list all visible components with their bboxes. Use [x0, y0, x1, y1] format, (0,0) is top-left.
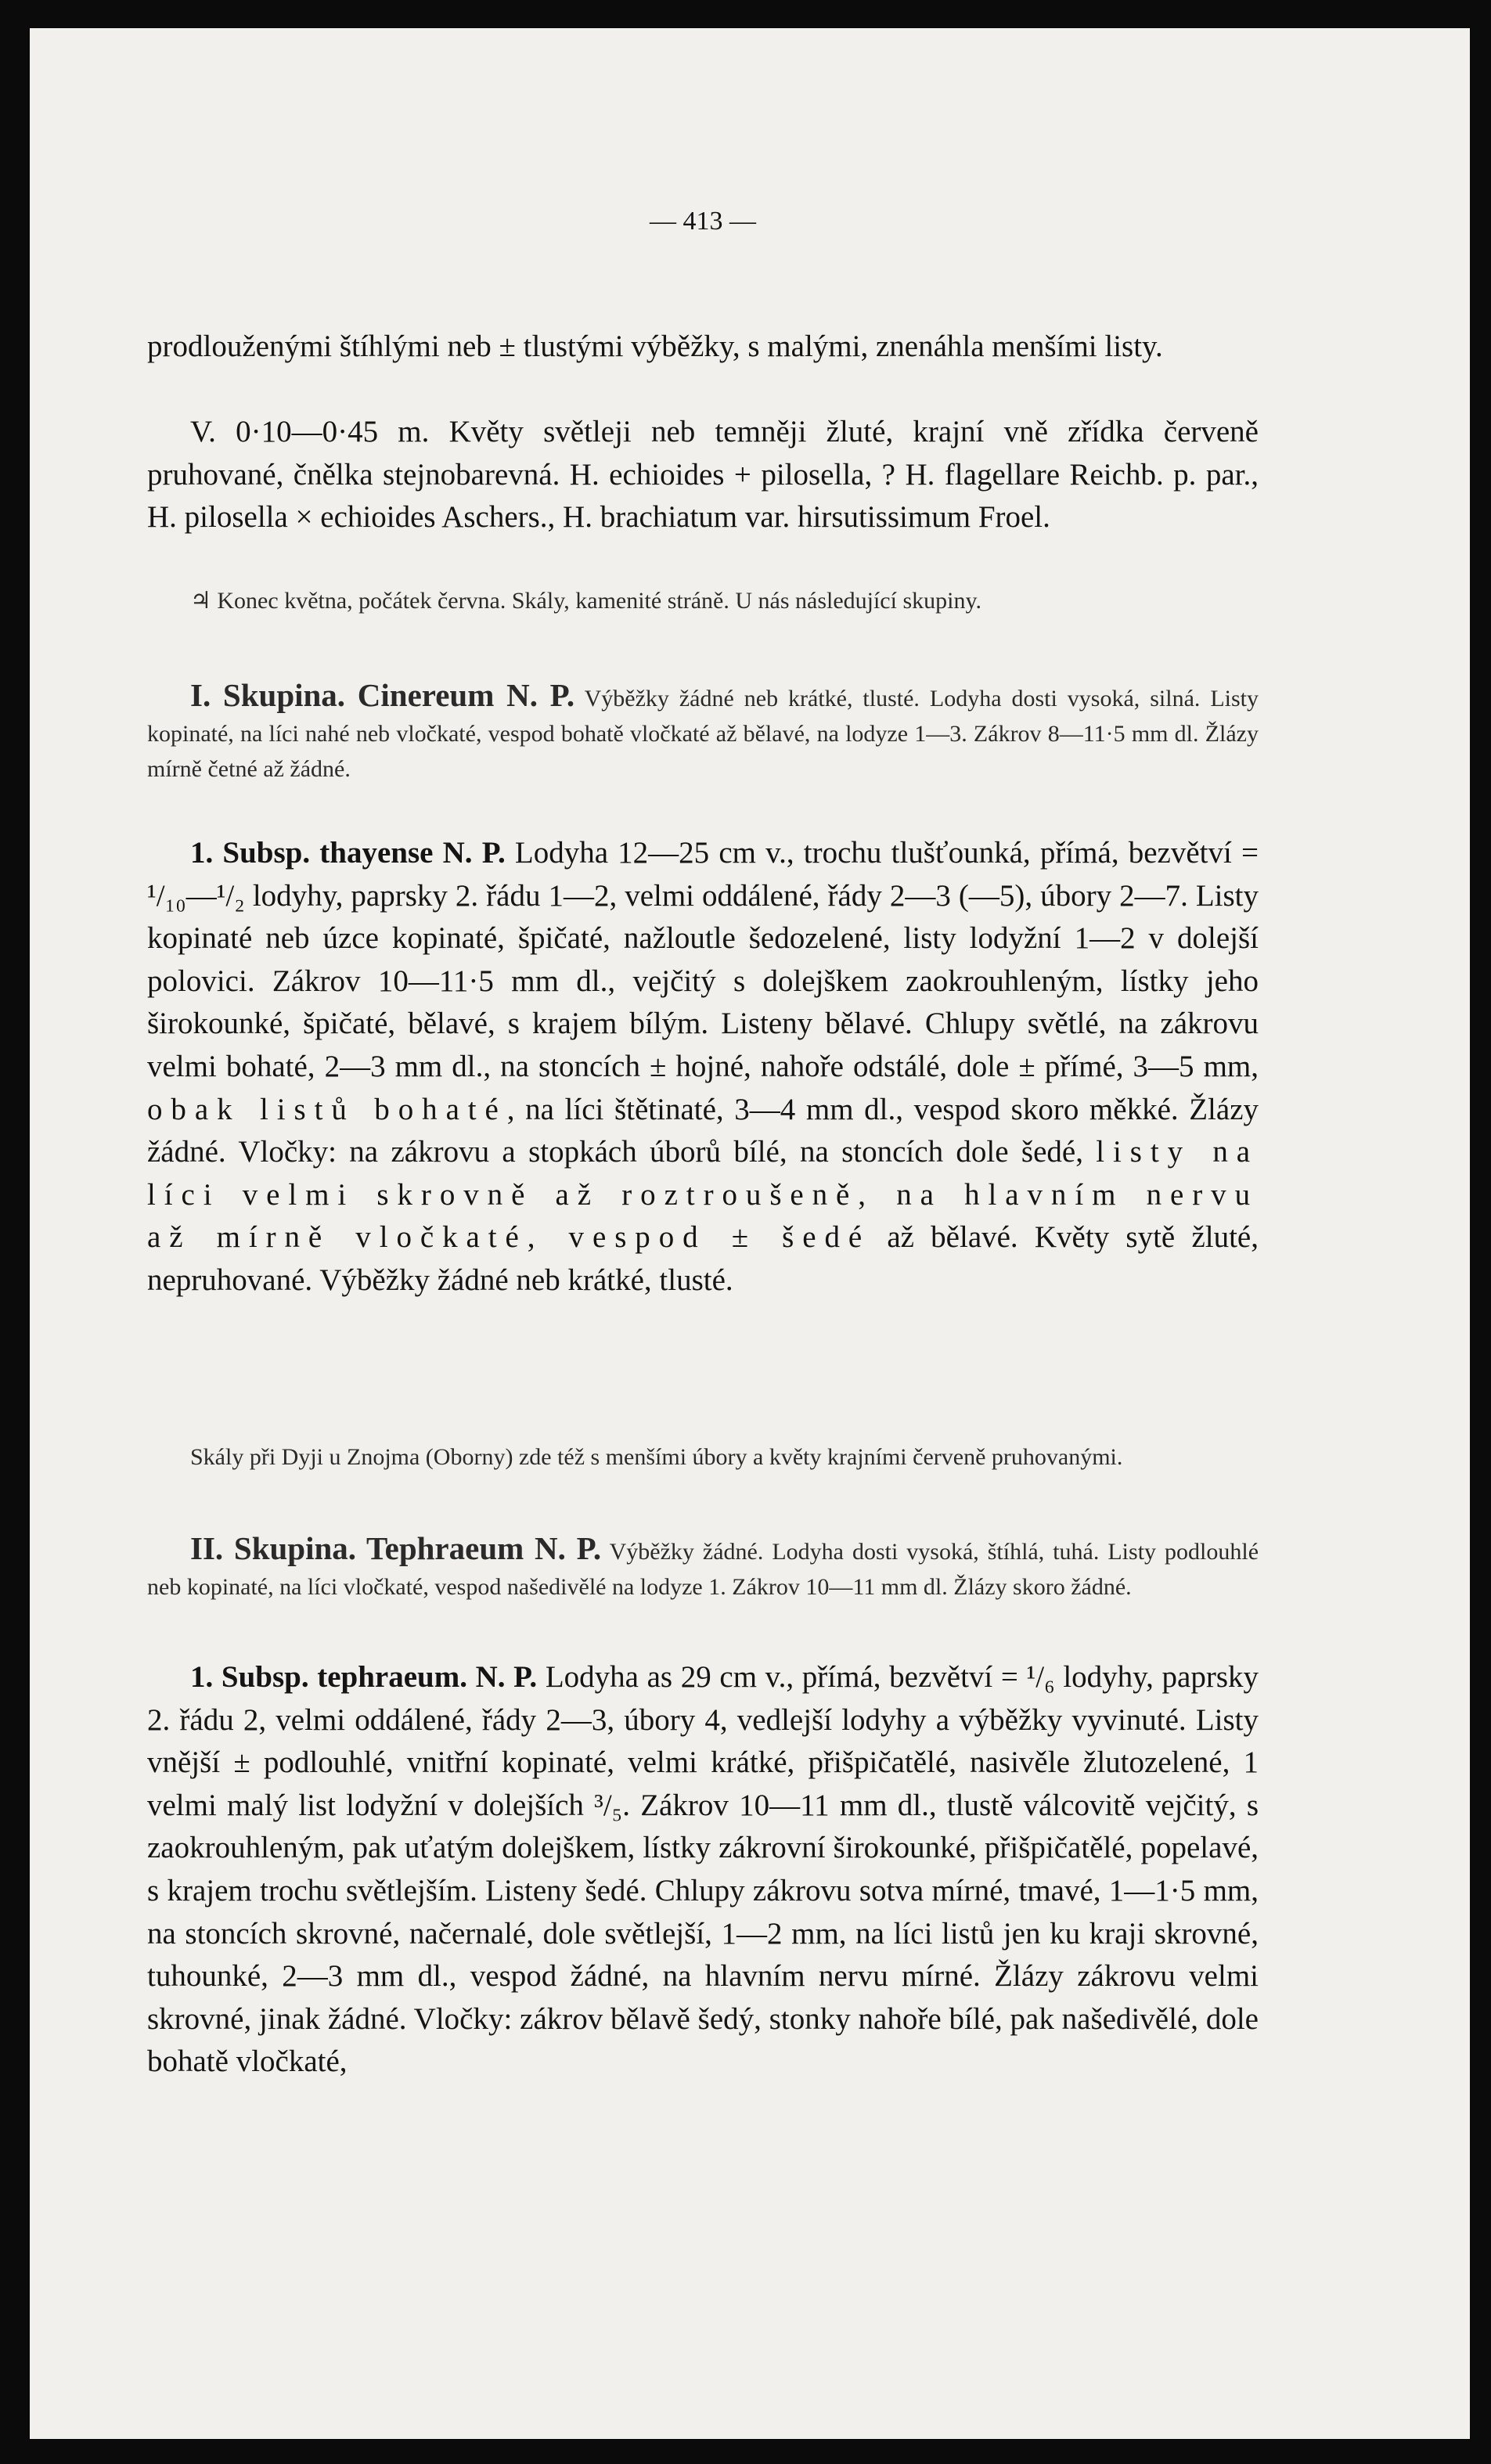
paragraph-group-cinereum: I. Skupina. Cinereum N. P. Výběžky žádné neb krátké, tlusté. Lodyha dosti vysoká, silná. Listy kopinaté, na líci nahé neb vločkaté, vespod bohatě vločkaté až bělavé, na lodyze 1—3. Zákrov 8—11·5 mm dl. Žlázy mírně četné až žádné.: [147, 677, 1259, 782]
paragraph-group-tephraeum: II. Skupina. Tephraeum N. P. Výběžky žádné. Lodyha dosti vysoká, štíhlá, tuhá. Listy podlouhlé neb kopinaté, na líci vločkaté, vespod našedivělé na lodyze 1. Zákrov 10—11 mm dl. Žlázy skoro žádné.: [147, 1530, 1259, 1600]
spaced-emphasis: listy na líci velmi skrovně až roztroušeně, na hlavním nervu až mírně vločkaté, vespod ± šedé: [147, 1135, 1259, 1255]
paragraph-locality-note: Skály při Dyji u Znojma (Oborny) zde též s menšími úbory a květy krajními červeně pruhovanými.: [190, 1444, 1123, 1470]
heading-group-cinereum: I. Skupina. Cinereum N. P.: [190, 677, 575, 713]
paragraph-subsp-thayense: 1. Subsp. thayense N. P. Lodyha 12—25 cm v., trochu tlušťounká, přímá, bezvětví = ¹/₁₀—¹/₂ lodyhy, paprsky 2. řádu 1—2, velmi oddálené, řády 2—3 (—5), úbory 2—7. Listy kopinaté neb úzce kopinaté, špičaté, nažloutle šedozelené, listy lodyžní 1—2 v dolejší polovici. Zákrov 10—11·5 mm dl., vejčitý s dolejškem zaokrouhleným, lístky jeho širokounké, špičaté, bělavé, s krajem bílým. Listeny bělavé. Chlupy světlé, na zákrovu velmi bohaté, 2—3 mm dl., na stoncích ± hojné, nahoře odstálé, dole ± přímé, 3—5 mm, obak listů bohaté, na líci štětinaté, 3—4 mm dl., vespod skoro měkké. Žlázy žádné. Vločky: na zákrovu a stopkách úborů bílé, na stoncích dole šedé, listy na líci velmi skrovně až roztroušeně, na hlavním nervu až mírně vločkaté, vespod ± šedé až bělavé. Květy sytě žluté, nepruhované. Výběžky žádné neb krátké, tlusté.: [147, 836, 1259, 1297]
heading-group-tephraeum: II. Skupina. Tephraeum N. P.: [190, 1530, 602, 1566]
heading-subsp-tephraeum: 1. Subsp. tephraeum. N. P.: [190, 1660, 538, 1694]
paragraph-subsp-tephraeum: 1. Subsp. tephraeum. N. P. Lodyha as 29 cm v., přímá, bezvětví = ¹/₆ lodyhy, paprsky 2. řádu 2, velmi oddálené, řády 2—3, úbory 4, vedlejší lodyhy a výběžky vyvinuté. Listy vnější ± podlouhlé, vnitřní kopinaté, velmi krátké, přišpičatělé, nasivěle žlutozelené, 1 velmi malý list lodyžní v dolejších ³/₅. Zákrov 10—11 mm dl., tlustě válcovitě vejčitý, s zaokrouhleným, pak uťatým dolejškem, lístky zákrovní širokounké, přišpičatělé, popelavé, s krajem trochu světlejším. Listeny šedé. Chlupy zákrovu sotva mírné, tmavé, 1—1·5 mm, na stoncích skrovné, načernalé, dole světlejší, 1—2 mm, na líci listů jen ku kraji skrovné, tuhounké, 2—3 mm dl., vespod žádné, na hlavním nervu mírné. Žlázy zákrovu velmi skrovné, jinak žádné. Vločky: zákrov bělavě šedý, stonky nahoře bílé, pak našedivělé, dole bohatě vločkaté,: [147, 1660, 1259, 2079]
paragraph-flowering-note: ♃ Konec května, počátek června. Skály, kamenité stráně. U nás následující skupiny.: [190, 588, 982, 614]
spaced-emphasis: obak listů bohaté: [147, 1092, 507, 1126]
page-number: — 413 —: [650, 207, 756, 236]
heading-subsp-thayense: 1. Subsp. thayense N. P.: [190, 836, 506, 870]
paragraph-variability: V. 0·10—0·45 m. Květy světleji neb temněji žluté, krajní vně zřídka červeně pruhované, čnělka stejnobarevná. H. echioides + pilosella, ? H. flagellare Reichb. p. par., H. pilosella × echioides Aschers., H. brachiatum var. hirsutissimum Froel.: [147, 415, 1259, 535]
book-page: [30, 28, 1470, 2439]
paragraph-continuation: prodlouženými štíhlými neb ± tlustými výběžky, s malými, znenáhla menšími listy.: [147, 330, 1163, 363]
